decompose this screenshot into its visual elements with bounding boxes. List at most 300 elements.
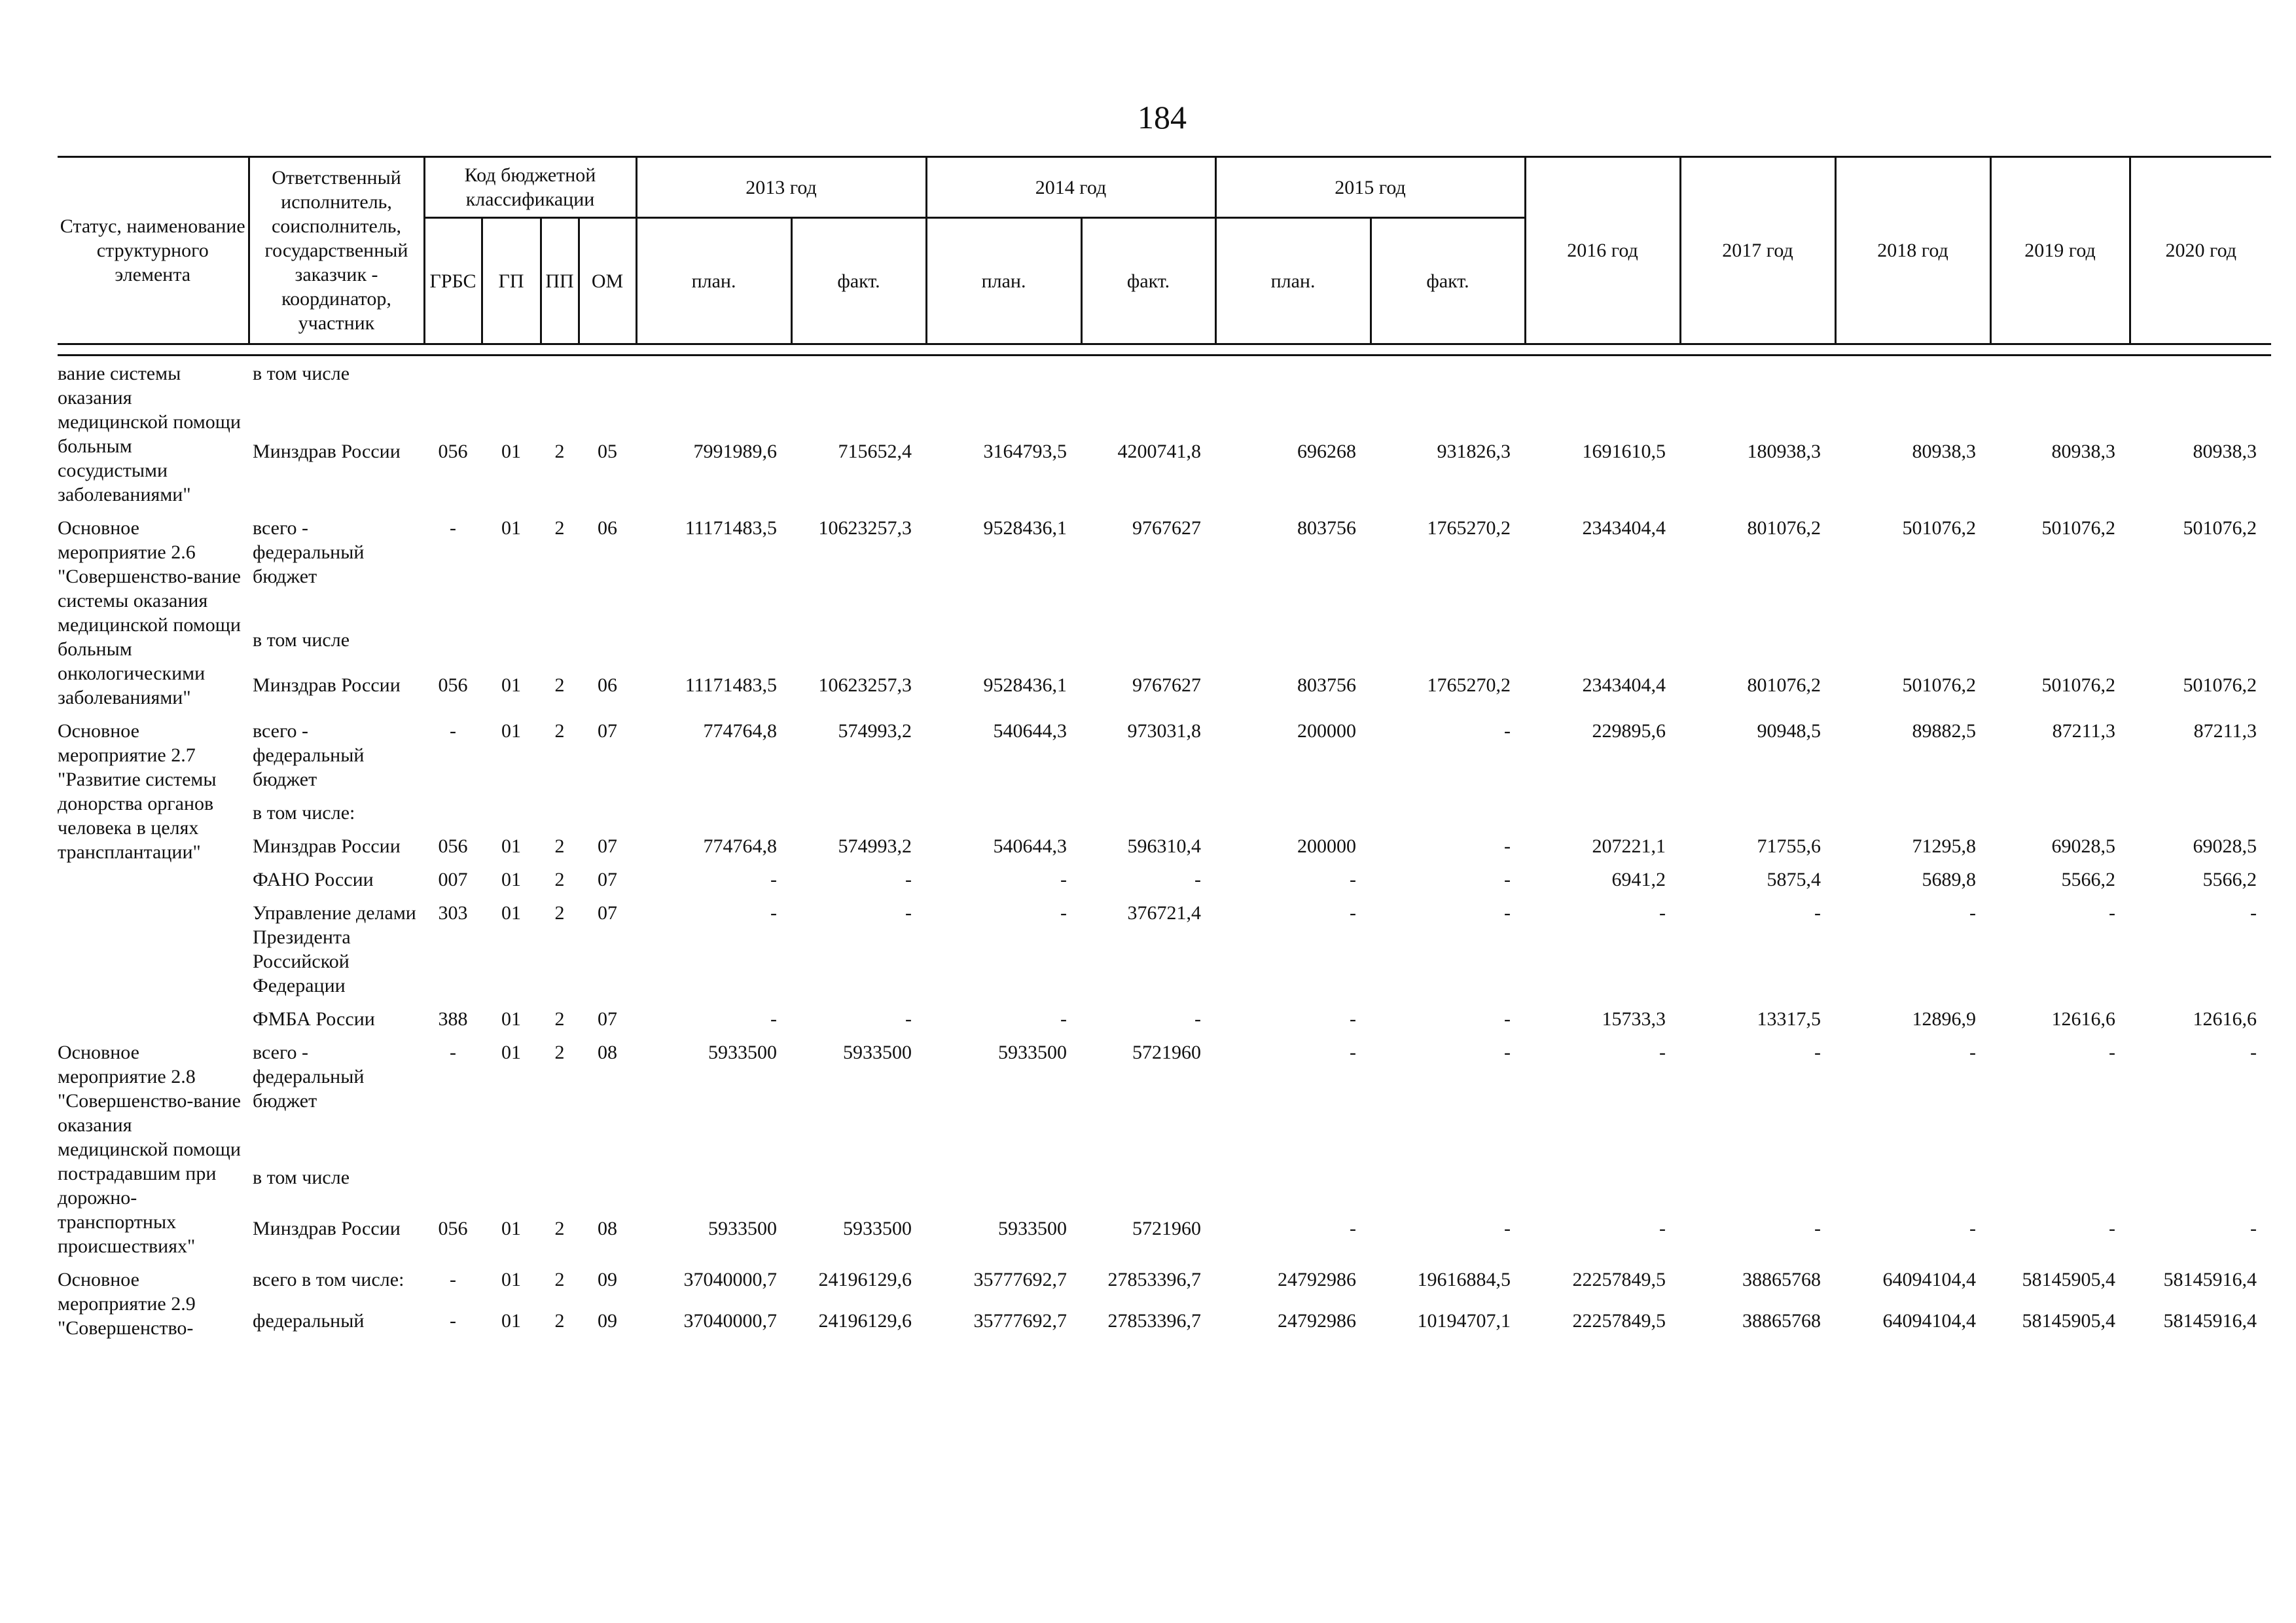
row-cell: 388 xyxy=(438,1008,468,1030)
row-cell: 64094104,4 xyxy=(1882,1309,1977,1332)
row-cell xyxy=(1081,623,1215,668)
row-cell: 24792986 xyxy=(1278,1269,1357,1290)
row-cell: 774764,8 xyxy=(703,720,778,742)
row-cell xyxy=(1215,623,1371,668)
header-pp: ПП xyxy=(541,218,579,344)
row-cell: 801076,2 xyxy=(1747,517,1821,539)
row-cell: 05 xyxy=(598,440,618,462)
row-cell: 376721,4 xyxy=(1127,902,1202,924)
row-cell: 24196129,6 xyxy=(818,1309,912,1332)
row-responsible: всего - федеральный бюджет xyxy=(253,1042,365,1112)
row-cell: - xyxy=(450,1309,456,1332)
row-cell: 200000 xyxy=(1297,720,1357,742)
row-cell xyxy=(579,623,636,668)
row-cell: - xyxy=(1060,902,1067,924)
row-cell xyxy=(424,795,482,829)
row-cell: 2 xyxy=(554,1008,565,1030)
row-cell: - xyxy=(2250,1218,2257,1240)
row-responsible: всего - федеральный бюджет xyxy=(253,517,365,587)
row-cell: 9767627 xyxy=(1132,674,1202,697)
row-cell xyxy=(1215,356,1371,434)
row-cell xyxy=(1835,1160,1990,1211)
header-2013-plan: план. xyxy=(636,218,791,344)
row-cell: - xyxy=(2109,902,2116,924)
row-cell: 9528436,1 xyxy=(983,674,1067,697)
row-cell: 71755,6 xyxy=(1757,835,1821,857)
row-cell: 2 xyxy=(554,674,565,697)
row-cell: 1765270,2 xyxy=(1427,517,1511,539)
row-cell: 01 xyxy=(501,835,521,857)
row-cell: 056 xyxy=(438,674,468,697)
row-cell: - xyxy=(1350,902,1357,924)
row-cell: 35777692,7 xyxy=(973,1269,1067,1290)
row-cell xyxy=(1081,356,1215,434)
row-cell: - xyxy=(1504,720,1511,742)
row-cell xyxy=(1371,1160,1525,1211)
row-cell: - xyxy=(1194,869,1202,890)
row-cell: - xyxy=(1504,1042,1511,1063)
row-cell xyxy=(926,1160,1081,1211)
table-row xyxy=(58,511,2271,623)
row-status: Основное мероприятие 2.9 "Совершенство- xyxy=(58,1269,196,1339)
row-cell: 5721960 xyxy=(1132,1042,1202,1063)
row-cell: - xyxy=(2109,1042,2116,1063)
row-cell: 2 xyxy=(554,1309,565,1332)
row-cell: 973031,8 xyxy=(1127,720,1202,742)
header-2016: 2016 год xyxy=(1525,157,1680,344)
row-cell: - xyxy=(1504,1218,1511,1240)
row-cell: - xyxy=(450,517,456,539)
table-row xyxy=(58,795,2271,829)
row-cell: 501076,2 xyxy=(1902,517,1977,539)
header-2013: 2013 год xyxy=(636,157,926,218)
row-cell: 71295,8 xyxy=(1912,835,1977,857)
row-cell: - xyxy=(770,869,778,890)
row-cell: 01 xyxy=(501,440,521,462)
header-status: Статус, наименование структурного элемента xyxy=(58,157,249,344)
row-cell: 06 xyxy=(598,517,618,539)
row-cell: 803756 xyxy=(1297,517,1357,539)
row-cell xyxy=(424,1160,482,1211)
row-cell xyxy=(1680,356,1835,434)
row-responsible: Управление делами Президента Российской Федерации xyxy=(253,902,416,996)
row-cell xyxy=(1371,795,1525,829)
row-cell: 58145905,4 xyxy=(2022,1309,2116,1332)
row-responsible: Минздрав России xyxy=(253,440,401,462)
row-cell: 11171483,5 xyxy=(685,517,778,539)
table-row xyxy=(58,714,2271,795)
row-cell: - xyxy=(1060,869,1067,890)
row-cell: 2 xyxy=(554,902,565,924)
row-cell xyxy=(636,1160,791,1211)
row-cell xyxy=(541,356,579,434)
row-cell: - xyxy=(2109,1218,2116,1240)
row-cell: 87211,3 xyxy=(2193,720,2257,742)
header-2015: 2015 год xyxy=(1215,157,1525,218)
row-cell xyxy=(1525,795,1680,829)
table-row xyxy=(58,623,2271,668)
row-cell xyxy=(1990,795,2130,829)
row-cell xyxy=(2130,795,2271,829)
row-cell: 19616884,5 xyxy=(1417,1269,1511,1290)
row-cell: 5689,8 xyxy=(1922,869,1977,890)
row-cell: 38865768 xyxy=(1742,1309,1821,1332)
row-cell: - xyxy=(1504,1008,1511,1030)
row-cell: 01 xyxy=(501,902,521,924)
row-responsible: в том числе: xyxy=(253,802,355,824)
row-cell: 207221,1 xyxy=(1592,835,1666,857)
row-cell: - xyxy=(1814,902,1821,924)
row-cell: 80938,3 xyxy=(2051,440,2116,462)
row-cell: 4200741,8 xyxy=(1117,440,1202,462)
row-responsible: Минздрав России xyxy=(253,674,401,697)
row-cell xyxy=(482,795,541,829)
row-responsible: федеральный xyxy=(253,1309,365,1332)
row-cell: 08 xyxy=(598,1218,618,1240)
row-cell xyxy=(1680,1160,1835,1211)
row-cell: - xyxy=(450,720,456,742)
row-cell: 2343404,4 xyxy=(1582,674,1666,697)
row-cell xyxy=(541,795,579,829)
header-om: ОМ xyxy=(579,218,636,344)
row-cell xyxy=(636,356,791,434)
row-cell xyxy=(926,795,1081,829)
row-cell: 501076,2 xyxy=(2183,517,2257,539)
row-cell: 12616,6 xyxy=(2193,1008,2257,1030)
row-cell: 801076,2 xyxy=(1747,674,1821,697)
row-responsible: в том числе xyxy=(253,629,350,651)
row-status: Основное мероприятие 2.8 "Совершенство-вание оказания медицинской помощи пострадавшим при дорожно-транспортных происшествиях" xyxy=(58,1042,241,1257)
row-cell xyxy=(1990,356,2130,434)
row-cell: 501076,2 xyxy=(2183,674,2257,697)
row-cell xyxy=(791,623,926,668)
row-cell xyxy=(926,623,1081,668)
row-cell: - xyxy=(1350,1008,1357,1030)
header-gp: ГП xyxy=(482,218,541,344)
row-cell: 1765270,2 xyxy=(1427,674,1511,697)
row-cell: 58145905,4 xyxy=(2022,1269,2116,1290)
row-cell: 774764,8 xyxy=(703,835,778,857)
table-row xyxy=(58,829,2271,862)
header-row-1 xyxy=(58,157,2271,218)
header-2013-fact: факт. xyxy=(791,218,926,344)
row-cell: 07 xyxy=(598,835,618,857)
row-cell: 35777692,7 xyxy=(973,1309,1067,1332)
row-cell: 501076,2 xyxy=(2041,517,2116,539)
row-cell: 24792986 xyxy=(1278,1309,1357,1332)
row-cell: 056 xyxy=(438,835,468,857)
row-cell xyxy=(636,623,791,668)
row-cell: - xyxy=(1659,1218,1666,1240)
row-cell: 696268 xyxy=(1297,440,1357,462)
row-cell: - xyxy=(905,902,912,924)
row-cell: 2 xyxy=(554,1269,565,1290)
row-cell: - xyxy=(770,902,778,924)
row-cell: 12896,9 xyxy=(1912,1008,1977,1030)
row-cell: 596310,4 xyxy=(1127,835,1202,857)
row-cell: 9767627 xyxy=(1132,517,1202,539)
row-cell: 6941,2 xyxy=(1611,869,1666,890)
row-cell xyxy=(1990,623,2130,668)
row-cell: 2 xyxy=(554,1042,565,1063)
row-cell xyxy=(1680,623,1835,668)
row-cell xyxy=(1835,795,1990,829)
header-2014-plan: план. xyxy=(926,218,1081,344)
row-cell: - xyxy=(905,1008,912,1030)
header-2018: 2018 год xyxy=(1835,157,1990,344)
row-cell: 07 xyxy=(598,1008,618,1030)
row-cell: 10194707,1 xyxy=(1417,1309,1511,1332)
row-cell: 01 xyxy=(501,869,521,890)
header-2019: 2019 год xyxy=(1990,157,2130,344)
row-cell: 01 xyxy=(501,1042,521,1063)
row-cell xyxy=(1990,1160,2130,1211)
header-2015-plan: план. xyxy=(1215,218,1371,344)
row-cell xyxy=(579,795,636,829)
row-cell: 01 xyxy=(501,674,521,697)
row-responsible: в том числе xyxy=(253,1167,350,1189)
row-cell: 1691610,5 xyxy=(1582,440,1666,462)
row-cell: 01 xyxy=(501,1008,521,1030)
row-cell xyxy=(1215,1160,1371,1211)
header-2014: 2014 год xyxy=(926,157,1215,218)
table-row xyxy=(58,1035,2271,1160)
row-cell: 574993,2 xyxy=(838,720,912,742)
row-cell: 69028,5 xyxy=(2051,835,2116,857)
row-cell: 501076,2 xyxy=(1902,674,1977,697)
row-cell: 5933500 xyxy=(843,1042,912,1063)
row-cell: 27853396,7 xyxy=(1107,1309,1202,1332)
row-cell xyxy=(1680,795,1835,829)
row-cell: 540644,3 xyxy=(993,835,1067,857)
row-responsible: всего - федеральный бюджет xyxy=(253,720,365,790)
row-cell: 37040000,7 xyxy=(683,1269,778,1290)
row-cell: - xyxy=(1969,902,1977,924)
row-cell: - xyxy=(1060,1008,1067,1030)
row-cell xyxy=(1371,356,1525,434)
row-cell xyxy=(482,356,541,434)
row-cell: 87211,3 xyxy=(2052,720,2116,742)
row-cell: 01 xyxy=(501,1218,521,1240)
row-cell: 2 xyxy=(554,835,565,857)
row-cell: 2 xyxy=(554,440,565,462)
row-cell: 5933500 xyxy=(843,1218,912,1240)
row-cell: - xyxy=(1814,1042,1821,1063)
row-cell: 38865768 xyxy=(1742,1269,1821,1290)
row-cell: 89882,5 xyxy=(1912,720,1977,742)
row-cell: - xyxy=(905,869,912,890)
row-cell xyxy=(1835,356,1990,434)
row-responsible: Минздрав России xyxy=(253,835,401,857)
row-status: Основное мероприятие 2.6 "Совершенство-вание системы оказания медицинской помощи больным онкологическими заболеваниями" xyxy=(58,517,241,708)
row-cell: 5875,4 xyxy=(1767,869,1821,890)
row-cell xyxy=(541,1160,579,1211)
row-cell: 7991989,6 xyxy=(693,440,778,462)
row-cell: 229895,6 xyxy=(1592,720,1666,742)
row-cell: 2343404,4 xyxy=(1582,517,1666,539)
row-cell: 715652,4 xyxy=(838,440,912,462)
row-cell: - xyxy=(1504,835,1511,857)
row-cell: - xyxy=(450,1269,456,1290)
row-cell: - xyxy=(770,1008,778,1030)
row-cell: 64094104,4 xyxy=(1882,1269,1977,1290)
row-cell: 007 xyxy=(438,869,468,890)
row-cell: 37040000,7 xyxy=(683,1309,778,1332)
row-cell: 5566,2 xyxy=(2061,869,2116,890)
header-responsible: Ответственный исполнитель, соисполнитель, государственный заказчик - координатор, участник xyxy=(249,157,424,344)
row-cell: 2 xyxy=(554,720,565,742)
row-cell: 69028,5 xyxy=(2193,835,2257,857)
row-cell: - xyxy=(1659,1042,1666,1063)
row-cell: 5566,2 xyxy=(2202,869,2257,890)
table-row xyxy=(58,896,2271,1002)
row-cell xyxy=(482,1160,541,1211)
row-cell xyxy=(541,623,579,668)
row-cell: 01 xyxy=(501,1309,521,1332)
table-row xyxy=(58,1002,2271,1035)
row-cell: 5933500 xyxy=(998,1218,1067,1240)
budget-table xyxy=(58,156,2271,1344)
header-budget-code: Код бюджетной классификации xyxy=(424,157,636,218)
row-status: Основное мероприятие 2.7 "Развитие системы донорства органов человека в целях трансплантации" xyxy=(58,720,217,863)
row-cell: 58145916,4 xyxy=(2163,1269,2257,1290)
row-cell xyxy=(791,795,926,829)
row-cell: - xyxy=(1814,1218,1821,1240)
row-cell: 5721960 xyxy=(1132,1218,1202,1240)
row-cell: 07 xyxy=(598,869,618,890)
row-cell: - xyxy=(1504,869,1511,890)
header-2014-fact: факт. xyxy=(1081,218,1215,344)
row-cell: 5933500 xyxy=(998,1042,1067,1063)
row-cell: 09 xyxy=(598,1309,618,1332)
row-cell: 06 xyxy=(598,674,618,697)
row-cell: 200000 xyxy=(1297,835,1357,857)
row-cell: 056 xyxy=(438,1218,468,1240)
row-cell: - xyxy=(1350,869,1357,890)
row-cell: 5933500 xyxy=(708,1218,778,1240)
row-cell: 07 xyxy=(598,902,618,924)
row-cell: 056 xyxy=(438,440,468,462)
table-row xyxy=(58,1262,2271,1304)
row-responsible: всего в том числе: xyxy=(253,1269,404,1290)
table-row xyxy=(58,434,2271,511)
row-cell xyxy=(1371,623,1525,668)
table-body xyxy=(58,356,2271,1345)
row-cell: 9528436,1 xyxy=(983,517,1067,539)
row-cell: 803756 xyxy=(1297,674,1357,697)
row-responsible: ФАНО России xyxy=(253,869,374,890)
table-row xyxy=(58,1160,2271,1211)
row-cell: 24196129,6 xyxy=(818,1269,912,1290)
row-cell: 12616,6 xyxy=(2051,1008,2116,1030)
table-row xyxy=(58,1304,2271,1345)
row-cell: 08 xyxy=(598,1042,618,1063)
row-cell: - xyxy=(450,1042,456,1063)
row-cell: 90948,5 xyxy=(1757,720,1821,742)
row-cell: 931826,3 xyxy=(1437,440,1511,462)
row-cell: 22257849,5 xyxy=(1572,1309,1666,1332)
row-cell: - xyxy=(2250,902,2257,924)
row-cell xyxy=(579,356,636,434)
row-cell: - xyxy=(1969,1042,1977,1063)
row-cell: - xyxy=(2250,1042,2257,1063)
row-cell: 2 xyxy=(554,1218,565,1240)
row-cell xyxy=(424,623,482,668)
row-cell: 01 xyxy=(501,517,521,539)
row-cell xyxy=(1835,623,1990,668)
row-cell: - xyxy=(1969,1218,1977,1240)
table-row xyxy=(58,356,2271,434)
row-cell: 09 xyxy=(598,1269,618,1290)
row-cell: 01 xyxy=(501,1269,521,1290)
row-cell xyxy=(1215,795,1371,829)
row-responsible: Минздрав России xyxy=(253,1218,401,1240)
row-cell: - xyxy=(1194,1008,1202,1030)
row-cell: 5933500 xyxy=(708,1042,778,1063)
row-cell xyxy=(791,1160,926,1211)
row-cell xyxy=(482,623,541,668)
row-cell xyxy=(1525,356,1680,434)
row-responsible: ФМБА России xyxy=(253,1008,375,1030)
row-cell xyxy=(2130,1160,2271,1211)
table-row xyxy=(58,1211,2271,1262)
row-cell: 180938,3 xyxy=(1747,440,1821,462)
row-cell xyxy=(926,356,1081,434)
row-cell: 15733,3 xyxy=(1602,1008,1666,1030)
row-cell xyxy=(579,1160,636,1211)
row-cell: 3164793,5 xyxy=(983,440,1067,462)
table-row xyxy=(58,862,2271,896)
row-cell: - xyxy=(1659,902,1666,924)
row-cell: 80938,3 xyxy=(1912,440,1977,462)
row-cell xyxy=(1525,1160,1680,1211)
row-cell: 2 xyxy=(554,869,565,890)
row-cell: - xyxy=(1504,902,1511,924)
header-2017: 2017 год xyxy=(1680,157,1835,344)
row-cell xyxy=(2130,623,2271,668)
row-cell: 10623257,3 xyxy=(818,674,912,697)
row-status: вание системы оказания медицинской помощи больным сосудистыми заболеваниями" xyxy=(58,363,241,505)
header-2020: 2020 год xyxy=(2130,157,2271,344)
row-cell xyxy=(791,356,926,434)
row-cell xyxy=(424,356,482,434)
row-cell xyxy=(1081,795,1215,829)
row-cell: 2 xyxy=(554,517,565,539)
row-cell: 01 xyxy=(501,720,521,742)
row-cell: 80938,3 xyxy=(2193,440,2257,462)
row-cell: - xyxy=(1350,1218,1357,1240)
row-cell xyxy=(2130,356,2271,434)
row-cell: - xyxy=(1350,1042,1357,1063)
row-cell: 303 xyxy=(438,902,468,924)
row-responsible: в том числе xyxy=(253,363,350,384)
row-cell: 10623257,3 xyxy=(818,517,912,539)
row-cell: 540644,3 xyxy=(993,720,1067,742)
table-row xyxy=(58,668,2271,714)
page-number: 184 xyxy=(1138,99,1187,136)
row-cell xyxy=(1081,1160,1215,1211)
row-cell: 501076,2 xyxy=(2041,674,2116,697)
row-cell xyxy=(636,795,791,829)
header-grbs: ГРБС xyxy=(424,218,482,344)
header-2015-fact: факт. xyxy=(1371,218,1525,344)
row-cell: 574993,2 xyxy=(838,835,912,857)
row-cell: 11171483,5 xyxy=(685,674,778,697)
row-cell xyxy=(1525,623,1680,668)
row-cell: 58145916,4 xyxy=(2163,1309,2257,1332)
row-cell: 27853396,7 xyxy=(1107,1269,1202,1290)
row-cell: 07 xyxy=(598,720,618,742)
